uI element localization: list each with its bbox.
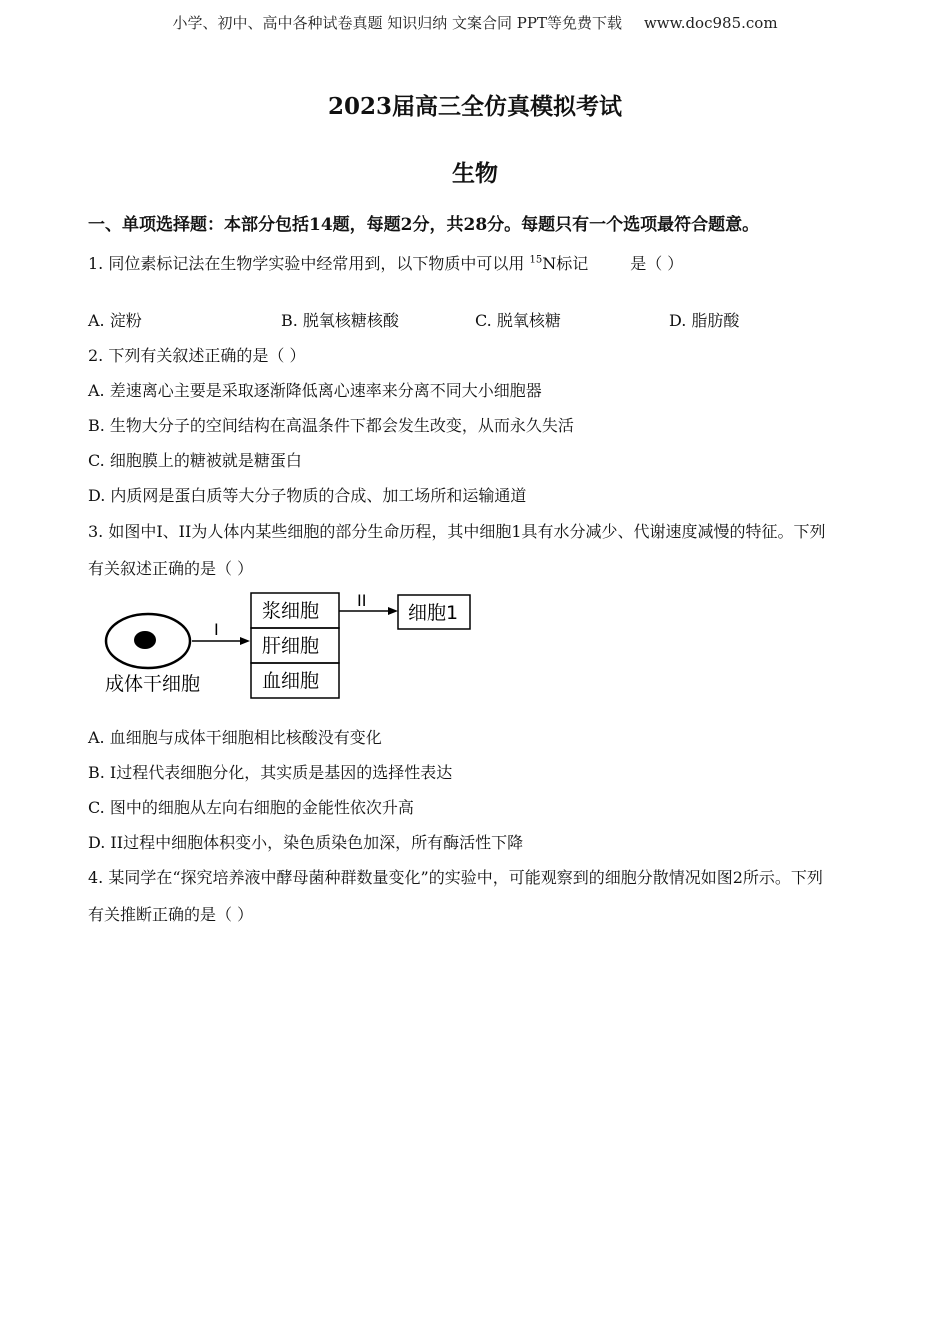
q1-stem-b: N标记 <box>542 254 589 273</box>
exam-title: 2023届高三全仿真模拟考试 <box>327 93 622 120</box>
plasma-cell-label: 浆细胞 <box>262 600 320 622</box>
q3-option-a: A. 血细胞与成体干细胞相比核酸没有变化 <box>88 728 382 747</box>
process-ii-label: II <box>357 591 367 610</box>
q2-option-d: D. 内质网是蛋白质等大分子物质的合成、加工场所和运输通道 <box>88 486 527 505</box>
q3-option-b: B. I过程代表细胞分化，其实质是基因的选择性表达 <box>88 763 453 782</box>
header-text: 小学、初中、高中各种试卷真题 知识归纳 文案合同 PPT等免费下载 <box>172 14 622 32</box>
q1-stem-a: 1. 同位素标记法在生物学实验中经常用到，以下物质中可以用 <box>88 254 525 273</box>
arrow-i-head <box>240 637 250 645</box>
q3-option-d: D. II过程中细胞体积变小，染色质染色加深，所有酶活性下降 <box>88 833 524 852</box>
process-i-label: I <box>214 620 219 639</box>
q1-sup: 15 <box>529 254 543 266</box>
q1-option-b: B. 脱氧核糖核酸 <box>281 311 399 330</box>
arrow-ii-head <box>388 607 398 615</box>
q3-stem-line1: 3. 如图中I、II为人体内某些细胞的部分生命历程，其中细胞1具有水分减少、代谢速度减慢的特征。下列 <box>88 522 826 541</box>
header-site: www.doc985.com <box>643 14 778 32</box>
q2-stem: 2. 下列有关叙述正确的是（ ） <box>88 346 306 365</box>
q1-option-c: C. 脱氧核糖 <box>475 311 561 330</box>
q1-option-a: A. 淀粉 <box>88 311 142 330</box>
q1-stem <box>88 251 683 274</box>
q2-option-b: B. 生物大分子的空间结构在高温条件下都会发生改变，从而永久失活 <box>88 416 574 435</box>
q3-stem-line2: 有关叙述正确的是（ ） <box>88 559 254 578</box>
stem-cell-nucleus <box>134 631 156 649</box>
blood-cell-label: 血细胞 <box>262 670 320 692</box>
page-header <box>0 12 950 33</box>
q3-option-c: C. 图中的细胞从左向右细胞的金能性依次升高 <box>88 798 414 817</box>
q4-stem-line2: 有关推断正确的是（ ） <box>88 905 254 924</box>
q2-option-c: C. 细胞膜上的糖被就是糖蛋白 <box>88 451 302 470</box>
stem-cell-label: 成体干细胞 <box>105 673 201 695</box>
q2-option-a: A. 差速离心主要是采取逐渐降低离心速率来分离不同大小细胞器 <box>88 381 542 400</box>
q4-stem-line1: 4. 某同学在“探究培养液中酵母菌种群数量变化”的实验中，可能观察到的细胞分散情况如图2所示。下列 <box>88 868 823 887</box>
q3-diagram <box>100 588 480 703</box>
cell1-label: 细胞1 <box>408 602 459 624</box>
q1-option-d: D. 脂肪酸 <box>669 311 740 330</box>
liver-cell-label: 肝细胞 <box>262 635 320 657</box>
subject-title: 生物 <box>452 160 498 187</box>
q1-stem-c: 是（ ） <box>630 254 684 273</box>
section-heading: 一、单项选择题：本部分包括14题，每题2分，共28分。每题只有一个选项最符合题意。 <box>88 215 760 235</box>
